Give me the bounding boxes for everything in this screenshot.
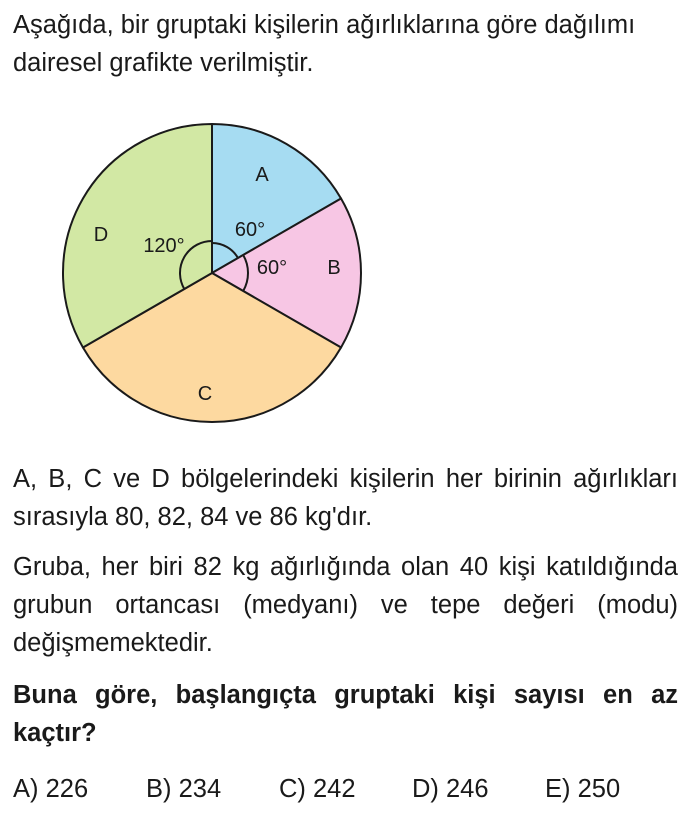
answer-options [13, 770, 678, 808]
option-c[interactable]: C) 242 [279, 775, 356, 803]
option-d[interactable]: D) 246 [412, 775, 489, 803]
angle-label-d: 120° [143, 235, 185, 257]
intro-text: Aşağıda, bir gruptaki kişilerin ağırlıklarına göre dağılımı dairesel grafikte verilmiştir. [13, 11, 636, 77]
paragraph-weights: A, B, C ve D bölgelerindeki kişilerin her birinin ağırlıkları sırasıyla 80, 82, 84 ve 86 kg'dır. [13, 465, 678, 531]
pie-slices [63, 124, 361, 422]
question-text: Buna göre, başlangıçta gruptaki kişi sayısı en az kaçtır? [13, 681, 678, 747]
angle-label-b: 60° [256, 257, 288, 279]
option-b[interactable]: B) 234 [146, 775, 222, 803]
option-a[interactable]: A) 226 [13, 775, 89, 803]
angle-label-a: 60° [234, 219, 266, 241]
slice-label-b: B [327, 257, 341, 279]
slice-label-a: A [255, 164, 269, 186]
paragraph-condition: Gruba, her biri 82 kg ağırlığında olan 40 kişi katıldığında grubun ortancası (medyanı) ve tepe değeri (modu) değişmemektedir. [13, 553, 678, 657]
slice-label-c: C [197, 383, 213, 405]
option-e[interactable]: E) 250 [545, 775, 621, 803]
pie-chart [56, 118, 368, 430]
slice-label-d: D [93, 224, 109, 246]
